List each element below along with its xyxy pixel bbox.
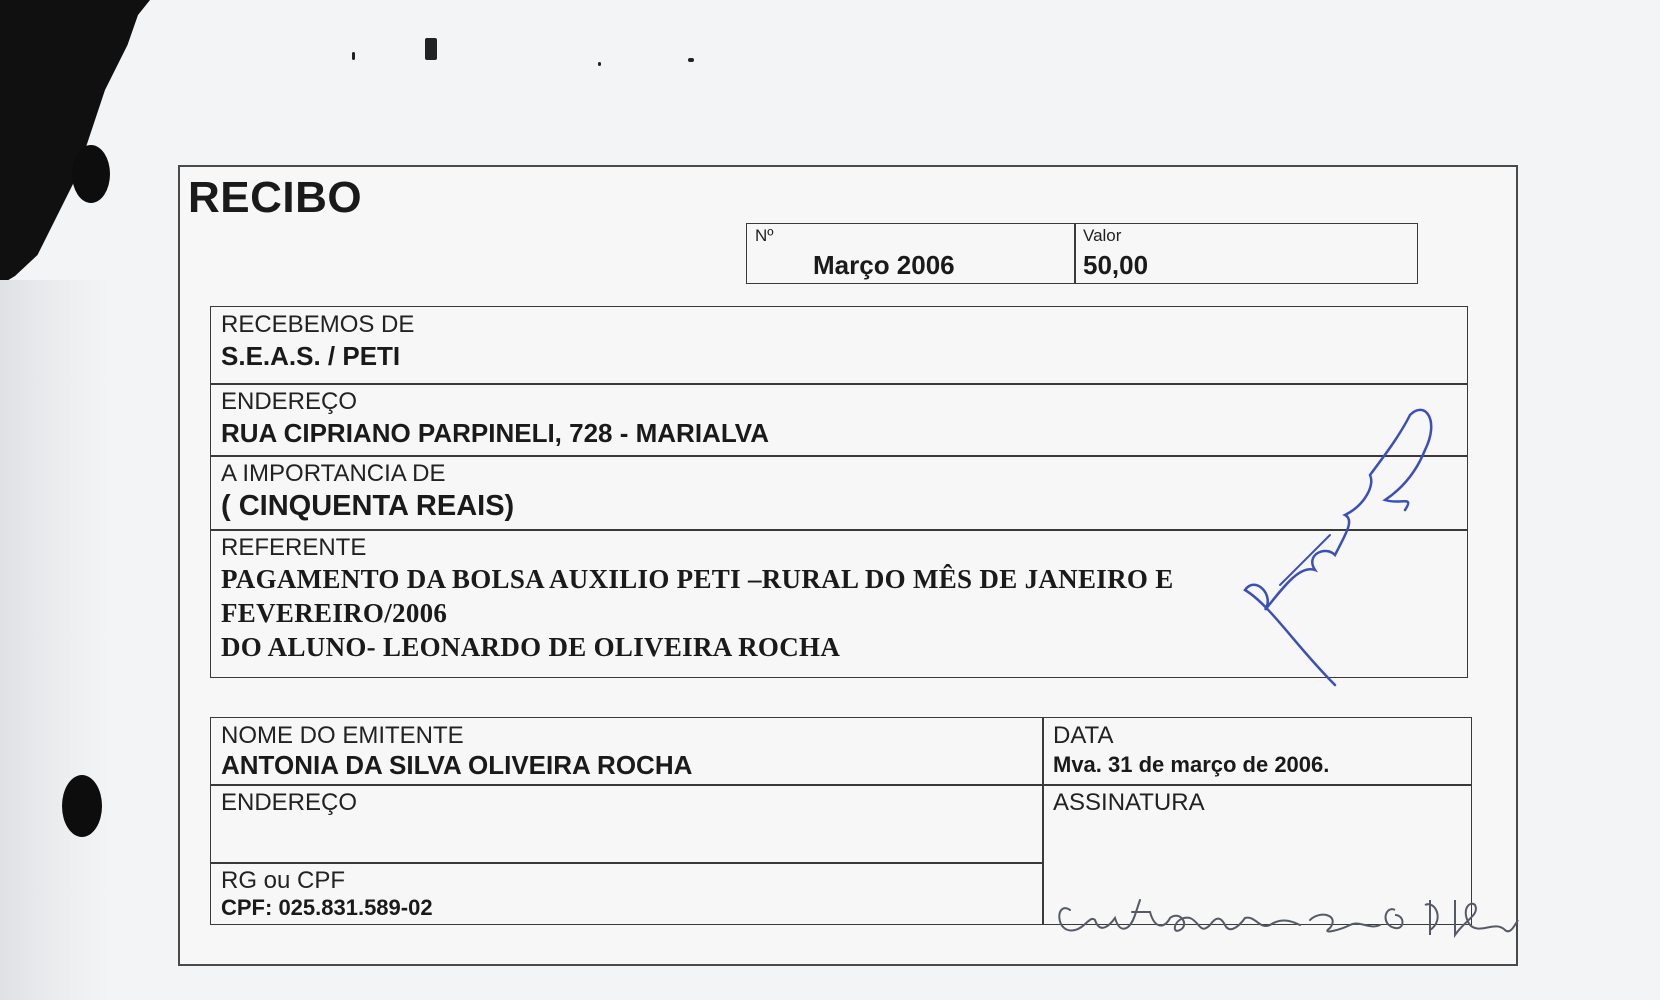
speck	[688, 58, 694, 62]
endereco-value: RUA CIPRIANO PARPINELI, 728 - MARIALVA	[221, 418, 769, 448]
speck	[352, 52, 355, 60]
recebemos-label: RECEBEMOS DE	[221, 311, 415, 338]
scan-dark-edge	[0, 0, 150, 300]
numero-label: Nº	[755, 226, 774, 245]
emitente-section	[210, 717, 1044, 786]
data-value: Mva. 31 de março de 2006.	[1053, 752, 1330, 777]
data-label: DATA	[1053, 722, 1114, 749]
emitente-label: NOME DO EMITENTE	[221, 722, 464, 749]
speck	[598, 62, 601, 66]
emitente-value: ANTONIA DA SILVA OLIVEIRA ROCHA	[221, 750, 693, 780]
handwritten-signature-blue	[1225, 395, 1445, 695]
importancia-value: ( CINQUENTA REAIS)	[221, 490, 515, 522]
assinatura-label: ASSINATURA	[1053, 789, 1205, 816]
handwritten-signature-emitente	[1050, 880, 1520, 950]
receipt-title: RECIBO	[188, 173, 363, 222]
rg-cpf-section	[210, 862, 1044, 925]
recebemos-value: S.E.A.S. / PETI	[221, 341, 401, 371]
numero-box	[746, 223, 1076, 284]
valor-box	[1074, 223, 1418, 284]
valor-value: 50,00	[1083, 250, 1149, 280]
recebemos-section	[210, 306, 1468, 385]
referente-line-2: FEVEREIRO/2006	[221, 598, 448, 628]
importancia-label: A IMPORTANCIA DE	[221, 460, 446, 487]
numero-value: Março 2006	[813, 250, 955, 280]
speck	[425, 38, 437, 60]
paper-fold-shadow	[0, 280, 110, 1000]
rg-cpf-value: CPF: 025.831.589-02	[221, 895, 433, 920]
rg-cpf-label: RG ou CPF	[221, 867, 346, 894]
data-section	[1042, 717, 1472, 786]
referente-line-1: PAGAMENTO DA BOLSA AUXILIO PETI –RURAL DO MÊS DE JANEIRO E	[221, 564, 1174, 594]
punch-hole-top	[72, 145, 110, 203]
referente-label: REFERENTE	[221, 534, 367, 561]
endereco-label: ENDEREÇO	[221, 388, 358, 415]
endereco-emitente-label: ENDEREÇO	[221, 789, 358, 816]
referente-line-3: DO ALUNO- LEONARDO DE OLIVEIRA ROCHA	[221, 632, 841, 662]
endereco-emitente-section	[210, 784, 1044, 864]
punch-hole-bottom	[62, 775, 102, 837]
valor-label: Valor	[1083, 226, 1122, 245]
